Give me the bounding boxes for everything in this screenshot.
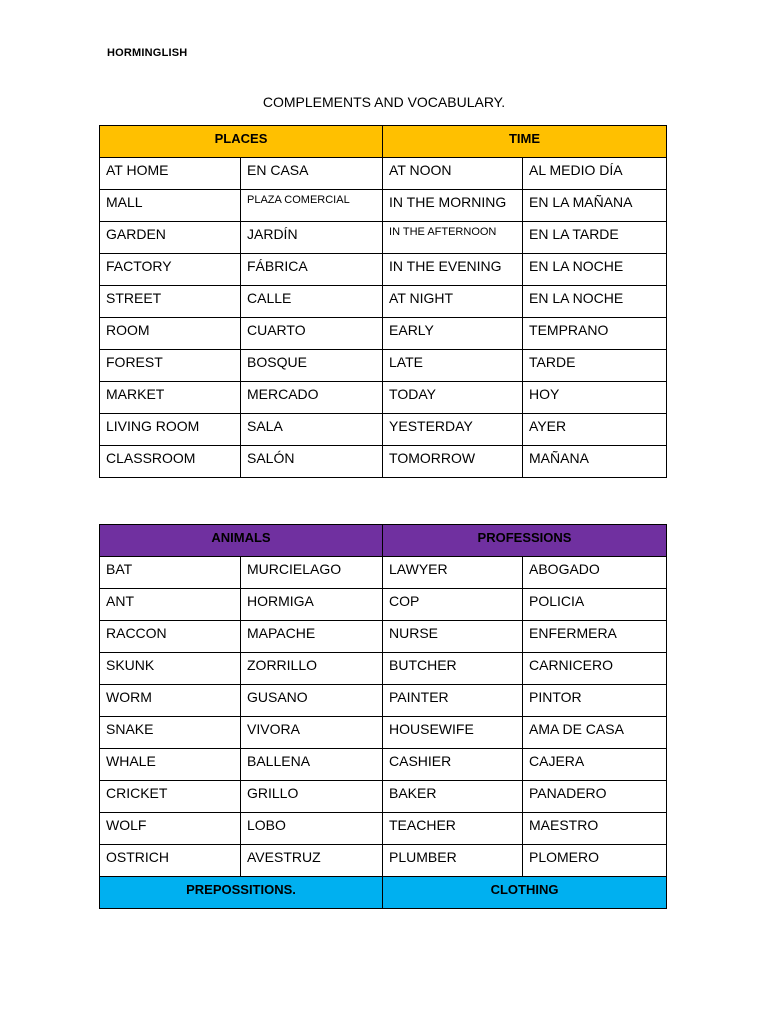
spanish-word-cell: ABOGADO [523, 557, 667, 589]
spanish-word-cell: ENFERMERA [523, 621, 667, 653]
table-row [100, 414, 667, 446]
spanish-word-cell: TEMPRANO [523, 318, 667, 350]
spanish-word-cell: AMA DE CASA [523, 717, 667, 749]
english-word-cell: HOUSEWIFE [383, 717, 523, 749]
table-row [100, 781, 667, 813]
spanish-word-cell: POLICIA [523, 589, 667, 621]
spanish-word-cell: MURCIELAGO [241, 557, 383, 589]
spanish-word-cell: PLAZA COMERCIAL [241, 190, 383, 222]
spanish-word-cell: AVESTRUZ [241, 845, 383, 877]
english-word-cell: FACTORY [100, 254, 241, 286]
spanish-word-cell: PLOMERO [523, 845, 667, 877]
spanish-word-cell: GRILLO [241, 781, 383, 813]
spanish-word-cell: EN LA NOCHE [523, 254, 667, 286]
english-word-cell: CASHIER [383, 749, 523, 781]
spanish-word-cell: CAJERA [523, 749, 667, 781]
english-word-cell: PAINTER [383, 685, 523, 717]
english-word-cell: IN THE MORNING [383, 190, 523, 222]
table-row [100, 813, 667, 845]
spanish-word-cell: AYER [523, 414, 667, 446]
spanish-word-cell: BALLENA [241, 749, 383, 781]
english-word-cell: COP [383, 589, 523, 621]
english-word-cell: LAWYER [383, 557, 523, 589]
english-word-cell: TOMORROW [383, 446, 523, 478]
table-row [100, 382, 667, 414]
spanish-word-cell: PANADERO [523, 781, 667, 813]
spanish-word-cell: MERCADO [241, 382, 383, 414]
english-word-cell: RACCON [100, 621, 241, 653]
english-word-cell: EARLY [383, 318, 523, 350]
english-word-cell: WORM [100, 685, 241, 717]
english-word-cell: AT HOME [100, 158, 241, 190]
english-word-cell: MALL [100, 190, 241, 222]
table-row [100, 158, 667, 190]
table-row [100, 286, 667, 318]
spanish-word-cell: MAPACHE [241, 621, 383, 653]
table-row [100, 685, 667, 717]
spanish-word-cell: MAÑANA [523, 446, 667, 478]
english-word-cell: PLUMBER [383, 845, 523, 877]
spanish-word-cell: BOSQUE [241, 350, 383, 382]
english-word-cell: BAKER [383, 781, 523, 813]
table-footer-row [100, 877, 667, 909]
spanish-word-cell: EN LA MAÑANA [523, 190, 667, 222]
spanish-word-cell: ZORRILLO [241, 653, 383, 685]
places-time-table [99, 125, 667, 478]
spanish-word-cell: LOBO [241, 813, 383, 845]
animals-professions-table [99, 524, 667, 909]
english-word-cell: TEACHER [383, 813, 523, 845]
brand-label: HORMINGLISH [107, 47, 188, 59]
english-word-cell: ANT [100, 589, 241, 621]
english-word-cell: WHALE [100, 749, 241, 781]
spanish-word-cell: HORMIGA [241, 589, 383, 621]
table-header-row [100, 525, 667, 557]
english-word-cell: LIVING ROOM [100, 414, 241, 446]
english-word-cell: YESTERDAY [383, 414, 523, 446]
english-word-cell: OSTRICH [100, 845, 241, 877]
english-word-cell: AT NOON [383, 158, 523, 190]
table-row [100, 446, 667, 478]
english-word-cell: IN THE EVENING [383, 254, 523, 286]
english-word-cell: WOLF [100, 813, 241, 845]
spanish-word-cell: GUSANO [241, 685, 383, 717]
spanish-word-cell: HOY [523, 382, 667, 414]
english-word-cell: FOREST [100, 350, 241, 382]
english-word-cell: SKUNK [100, 653, 241, 685]
english-word-cell: SNAKE [100, 717, 241, 749]
english-word-cell: AT NIGHT [383, 286, 523, 318]
spanish-word-cell: CARNICERO [523, 653, 667, 685]
spanish-word-cell: EN CASA [241, 158, 383, 190]
english-word-cell: CLASSROOM [100, 446, 241, 478]
spanish-word-cell: CALLE [241, 286, 383, 318]
table-row [100, 653, 667, 685]
english-word-cell: TODAY [383, 382, 523, 414]
english-word-cell: NURSE [383, 621, 523, 653]
table-row [100, 222, 667, 254]
table-row [100, 589, 667, 621]
english-word-cell: BAT [100, 557, 241, 589]
english-word-cell: MARKET [100, 382, 241, 414]
spanish-word-cell: VIVORA [241, 717, 383, 749]
english-word-cell: STREET [100, 286, 241, 318]
page-title: COMPLEMENTS AND VOCABULARY. [262, 94, 506, 110]
spanish-word-cell: AL MEDIO DÍA [523, 158, 667, 190]
spanish-word-cell: TARDE [523, 350, 667, 382]
spanish-word-cell: EN LA TARDE [523, 222, 667, 254]
english-word-cell: ROOM [100, 318, 241, 350]
table-row [100, 254, 667, 286]
professions-header: PROFESSIONS [383, 525, 667, 557]
time-header: TIME [383, 126, 667, 158]
spanish-word-cell: SALA [241, 414, 383, 446]
table-row [100, 621, 667, 653]
spanish-word-cell: MAESTRO [523, 813, 667, 845]
table-row [100, 557, 667, 589]
spanish-word-cell: PINTOR [523, 685, 667, 717]
english-word-cell: GARDEN [100, 222, 241, 254]
spanish-word-cell: SALÓN [241, 446, 383, 478]
english-word-cell: CRICKET [100, 781, 241, 813]
english-word-cell: IN THE AFTERNOON [383, 222, 523, 254]
clothing-header: CLOTHING [383, 877, 667, 909]
table-row [100, 717, 667, 749]
table-row [100, 318, 667, 350]
table-header-row [100, 126, 667, 158]
table-row [100, 845, 667, 877]
spanish-word-cell: CUARTO [241, 318, 383, 350]
animals-header: ANIMALS [100, 525, 383, 557]
spanish-word-cell: FÁBRICA [241, 254, 383, 286]
spanish-word-cell: EN LA NOCHE [523, 286, 667, 318]
table-row [100, 749, 667, 781]
prepositions-header: PREPOSSITIONS. [100, 877, 383, 909]
english-word-cell: LATE [383, 350, 523, 382]
places-header: PLACES [100, 126, 383, 158]
english-word-cell: BUTCHER [383, 653, 523, 685]
spanish-word-cell: JARDÍN [241, 222, 383, 254]
table-row [100, 350, 667, 382]
table-row [100, 190, 667, 222]
